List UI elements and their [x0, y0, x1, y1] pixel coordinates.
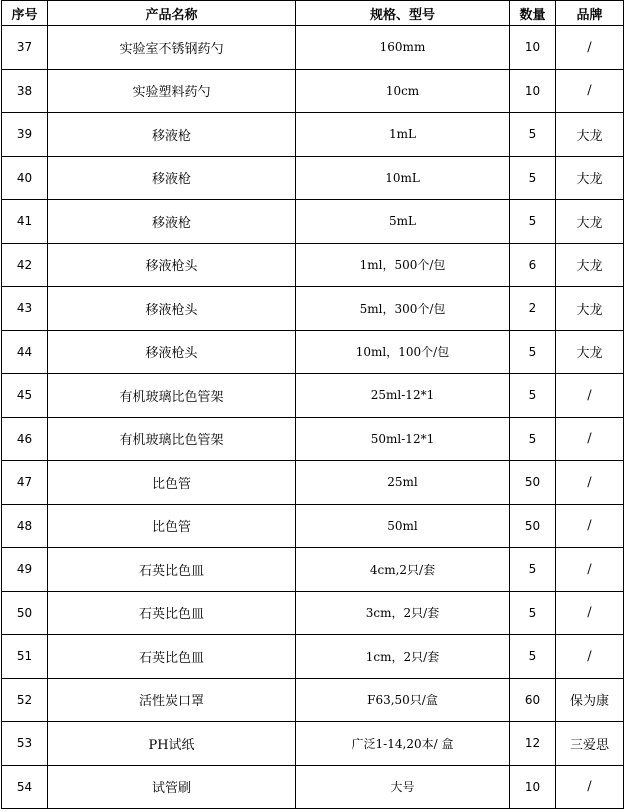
product-name: 比色管: [48, 504, 296, 548]
product-table: [1, 0, 624, 809]
row-number: 50: [2, 591, 48, 635]
product-brand: 大龙: [556, 287, 624, 331]
row-number: 42: [2, 243, 48, 287]
product-quantity: 50: [510, 461, 556, 505]
product-quantity: 5: [510, 417, 556, 461]
row-number: 43: [2, 287, 48, 331]
product-name: 实验室不锈钢药勺: [48, 26, 296, 70]
row-number: 48: [2, 504, 48, 548]
product-name: 移液枪头: [48, 330, 296, 374]
row-number: 37: [2, 26, 48, 70]
product-name: 移液枪: [48, 200, 296, 244]
table-row: [2, 287, 624, 331]
row-number: 39: [2, 113, 48, 157]
table-row: [2, 113, 624, 157]
table-row: [2, 69, 624, 113]
table-row: [2, 548, 624, 592]
product-quantity: 10: [510, 765, 556, 809]
header-row: [2, 1, 624, 26]
product-name: 移液枪头: [48, 243, 296, 287]
table-row: [2, 678, 624, 722]
product-brand: /: [556, 69, 624, 113]
table-row: [2, 722, 624, 766]
product-brand: 大龙: [556, 243, 624, 287]
row-number: 52: [2, 678, 48, 722]
product-name: 比色管: [48, 461, 296, 505]
row-number: 38: [2, 69, 48, 113]
product-quantity: 10: [510, 69, 556, 113]
product-quantity: 12: [510, 722, 556, 766]
product-name: 石英比色皿: [48, 635, 296, 679]
product-spec: 25ml: [296, 461, 510, 505]
product-spec: 10cm: [296, 69, 510, 113]
product-name: 石英比色皿: [48, 548, 296, 592]
product-brand: 大龙: [556, 330, 624, 374]
product-brand: 大龙: [556, 200, 624, 244]
product-quantity: 60: [510, 678, 556, 722]
product-spec: F63,50只/盒: [296, 678, 510, 722]
product-quantity: 5: [510, 374, 556, 418]
table-row: [2, 635, 624, 679]
product-name: 活性炭口罩: [48, 678, 296, 722]
product-spec: 10ml，100个/包: [296, 330, 510, 374]
header-brand: 品牌: [556, 1, 624, 26]
product-name: 移液枪头: [48, 287, 296, 331]
row-number: 40: [2, 156, 48, 200]
row-number: 49: [2, 548, 48, 592]
row-number: 54: [2, 765, 48, 809]
product-name: 试管刷: [48, 765, 296, 809]
product-name: 实验塑料药勺: [48, 69, 296, 113]
product-spec: 25ml-12*1: [296, 374, 510, 418]
product-spec: 5mL: [296, 200, 510, 244]
product-spec: 1cm，2只/套: [296, 635, 510, 679]
product-spec: 1ml，500个/包: [296, 243, 510, 287]
product-quantity: 50: [510, 504, 556, 548]
product-name: 有机玻璃比色管架: [48, 374, 296, 418]
row-number: 46: [2, 417, 48, 461]
product-quantity: 5: [510, 548, 556, 592]
product-quantity: 2: [510, 287, 556, 331]
product-quantity: 6: [510, 243, 556, 287]
table-row: [2, 26, 624, 70]
table-row: [2, 200, 624, 244]
product-spec: 1mL: [296, 113, 510, 157]
product-brand: /: [556, 374, 624, 418]
row-number: 44: [2, 330, 48, 374]
row-number: 53: [2, 722, 48, 766]
table-row: [2, 765, 624, 809]
table-row: [2, 156, 624, 200]
product-brand: 保为康: [556, 678, 624, 722]
product-brand: 大龙: [556, 156, 624, 200]
row-number: 51: [2, 635, 48, 679]
product-name: 移液枪: [48, 156, 296, 200]
product-quantity: 5: [510, 635, 556, 679]
product-spec: 160mm: [296, 26, 510, 70]
product-spec: 4cm,2只/套: [296, 548, 510, 592]
product-brand: /: [556, 26, 624, 70]
product-quantity: 5: [510, 156, 556, 200]
table-row: [2, 374, 624, 418]
product-quantity: 5: [510, 591, 556, 635]
table-row: [2, 417, 624, 461]
product-brand: /: [556, 765, 624, 809]
table-row: [2, 461, 624, 505]
product-name: PH试纸: [48, 722, 296, 766]
product-spec: 3cm，2只/套: [296, 591, 510, 635]
header-name: 产品名称: [48, 1, 296, 26]
product-spec: 50ml-12*1: [296, 417, 510, 461]
product-quantity: 10: [510, 26, 556, 70]
product-brand: /: [556, 635, 624, 679]
table-row: [2, 504, 624, 548]
product-brand: /: [556, 504, 624, 548]
header-spec: 规格、型号: [296, 1, 510, 26]
product-quantity: 5: [510, 113, 556, 157]
product-spec: 大号: [296, 765, 510, 809]
product-quantity: 5: [510, 330, 556, 374]
product-name: 移液枪: [48, 113, 296, 157]
product-brand: 大龙: [556, 113, 624, 157]
product-spec: 5ml，300个/包: [296, 287, 510, 331]
product-spec: 广泛1-14,20本/ 盒: [296, 722, 510, 766]
product-spec: 10mL: [296, 156, 510, 200]
row-number: 41: [2, 200, 48, 244]
product-brand: /: [556, 417, 624, 461]
product-brand: /: [556, 591, 624, 635]
product-brand: 三爱思: [556, 722, 624, 766]
row-number: 47: [2, 461, 48, 505]
row-number: 45: [2, 374, 48, 418]
product-brand: /: [556, 461, 624, 505]
product-quantity: 5: [510, 200, 556, 244]
product-spec: 50ml: [296, 504, 510, 548]
product-brand: /: [556, 548, 624, 592]
product-name: 石英比色皿: [48, 591, 296, 635]
table-row: [2, 591, 624, 635]
header-no: 序号: [2, 1, 48, 26]
table-row: [2, 330, 624, 374]
table-row: [2, 243, 624, 287]
header-qty: 数量: [510, 1, 556, 26]
product-name: 有机玻璃比色管架: [48, 417, 296, 461]
